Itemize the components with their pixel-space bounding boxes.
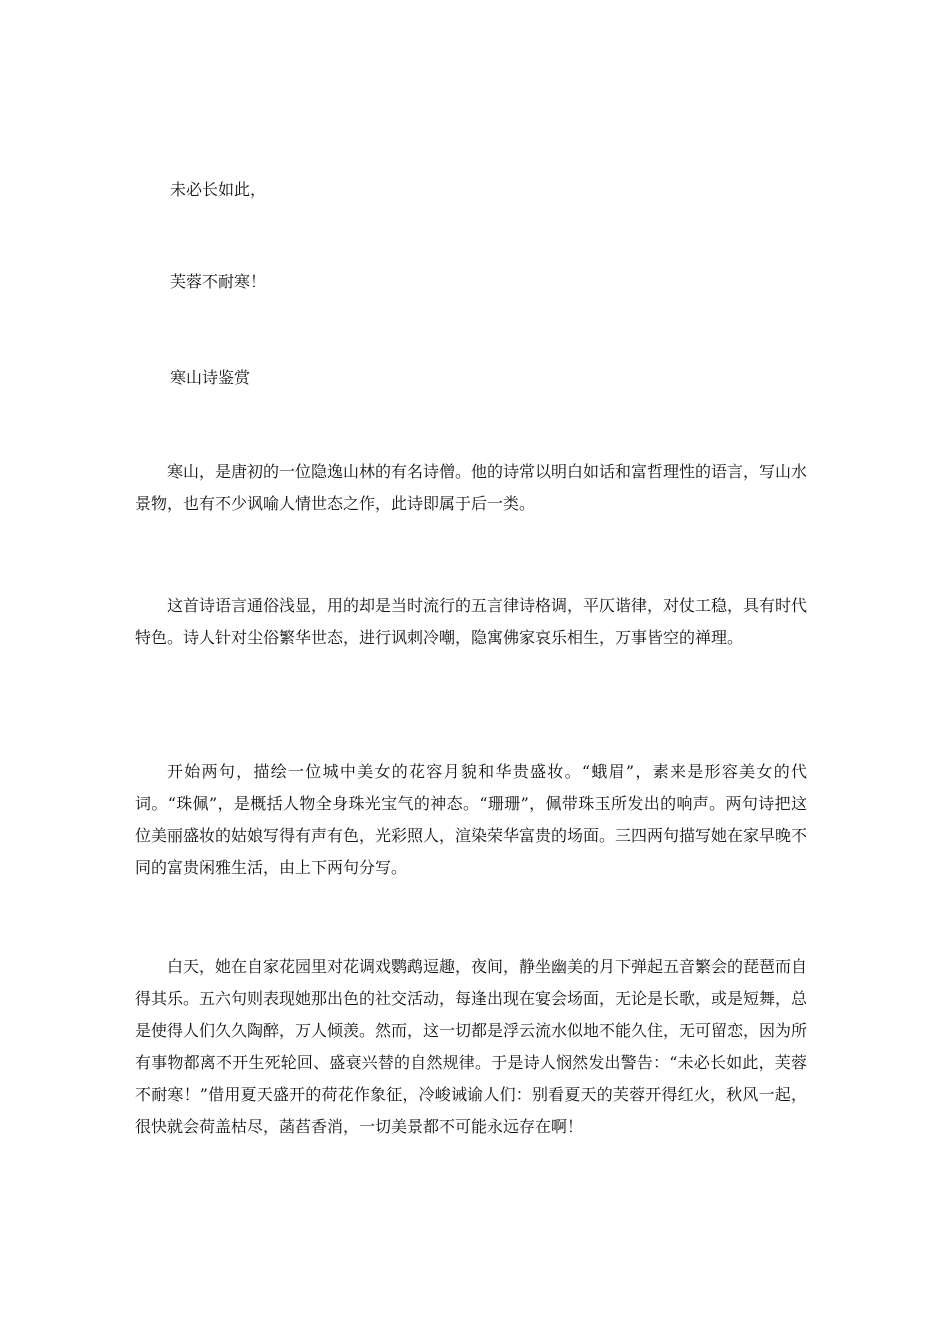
paragraph-intro: 寒山，是唐初的一位隐逸山林的有名诗僧。他的诗常以明白如话和富哲理性的语言，写山水景物，也有不少讽喻人情世态之作，此诗即属于后一类。 xyxy=(135,462,808,513)
poem-line-2: 芙蓉不耐寒！ xyxy=(170,272,267,291)
paragraph-opening-lines: 开始两句，描绘一位城中美女的花容月貌和华贵盛妆。“蛾眉”，素来是形容美女的代词。“珠佩”，是概括人物全身珠光宝气的神态。“珊珊”，佩带珠玉所发出的响声。两句诗把这位美丽盛妆的姑娘写得有声有色，光彩照人，渲染荣华富贵的场面。三四两句描写她在家早晚不同的富贵闲雅生活，由上下两句分写。 xyxy=(135,762,808,877)
paragraph-conclusion: 白天，她在自家花园里对花调戏鹦鹉逗趣，夜间，静坐幽美的月下弹起五音繁会的琵琶而自得其乐。五六句则表现她那出色的社交活动，每逢出现在宴会场面，无论是长歌，或是短舞，总是使得人们久久陶醉，万人倾羡。然而，这一切都是浮云流水似地不能久住，无可留恋，因为所有事物都离不开生死轮回、盛衰兴替的自然规律。于是诗人悯然发出警告：“未必长如此，芙蓉不耐寒！”借用夏天盛开的荷花作象征，冷峻诫谕人们：别看夏天的芙蓉开得红火，秋风一起，很快就会荷盖枯尽，菡萏香消，一切美景都不可能永远存在啊！ xyxy=(135,957,808,1136)
paragraph-style: 这首诗语言通俗浅显，用的却是当时流行的五言律诗格调，平仄谐律，对仗工稳，具有时代特色。诗人针对尘俗繁华世态，进行讽刺冷嘲，隐寓佛家哀乐相生，万事皆空的禅理。 xyxy=(135,596,808,647)
section-title: 寒山诗鉴赏 xyxy=(170,368,251,387)
poem-line-1: 未必长如此， xyxy=(170,180,267,199)
